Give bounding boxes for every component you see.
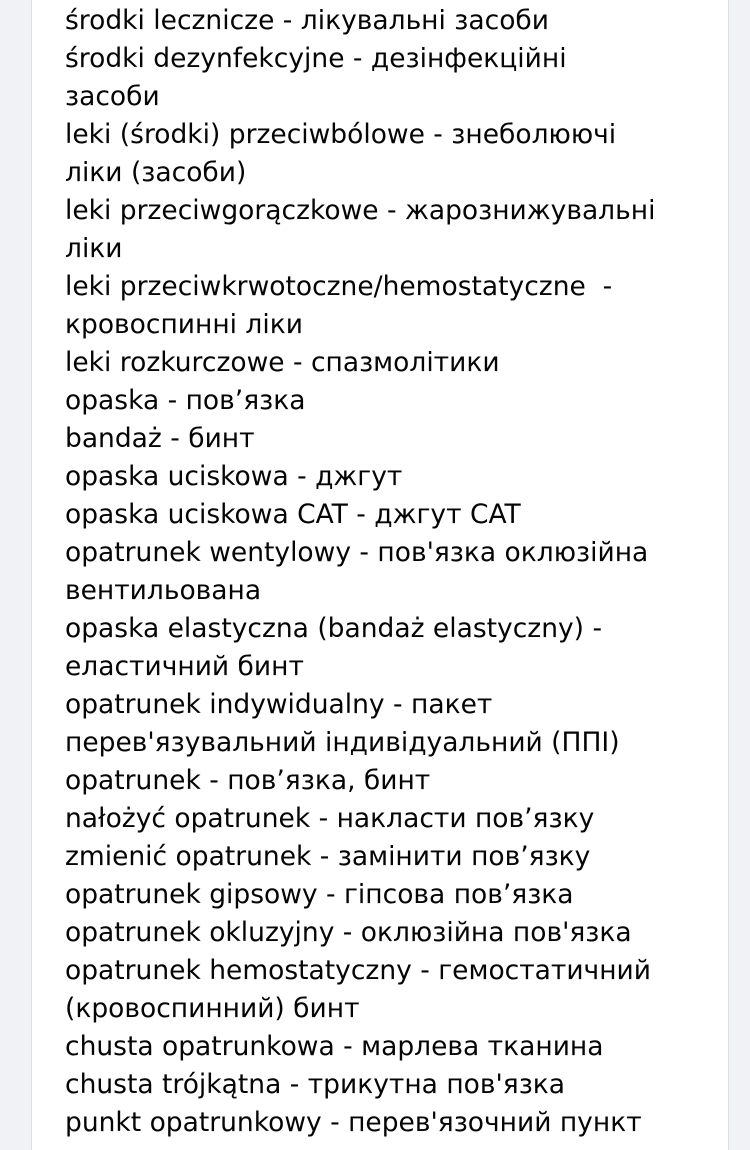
post-text	[65, 2, 705, 1142]
post-text-line: leki rozkurczowe - спазмолітики	[65, 347, 500, 378]
post-text-line: opatrunek wentylowy - пов'язка оклюзійна	[65, 537, 649, 568]
post-text-line: еластичний бинт	[65, 651, 304, 682]
post-text-line: opatrunek okluzyjny - оклюзійна пов'язка	[65, 917, 632, 948]
post-text-line: chusta opatrunkowa - марлева тканина	[65, 1031, 604, 1062]
post-text-line: кровоспинні ліки	[65, 309, 303, 340]
post-text-line: środki dezynfekcyjne - дезінфекційні	[65, 43, 567, 74]
post-text-line: opaska uciskowa - джгут	[65, 461, 403, 492]
post-text-line: środki lecznicze - лікувальні засоби	[65, 5, 549, 36]
post-text-line: opatrunek indywidualny - пакет	[65, 689, 493, 720]
post-text-line: punkt opatrunkowy - перев'язочний пункт	[65, 1107, 642, 1138]
post-text-line: opatrunek hemostatyczny - гемостатичний	[65, 955, 651, 986]
post-text-line: вентильована	[65, 575, 262, 606]
post-card	[31, 0, 729, 1150]
post-text-line: zmienić opatrunek - замінити пов’язку	[65, 841, 591, 872]
post-text-line: opatrunek - пов’язка, бинт	[65, 765, 431, 796]
post-text-line: перев'язувальний індивідуальний (ППІ)	[65, 727, 620, 758]
post-text-line: ліки (засоби)	[65, 157, 247, 188]
post-text-line: opaska elastyczna (bandaż elastyczny) -	[65, 613, 603, 644]
post-text-line: leki (środki) przeciwbólowe - знеболюючі	[65, 119, 617, 150]
post-text-line: bandaż - бинт	[65, 423, 255, 454]
post-text-line: leki przeciwkrwotoczne/hemostatyczne -	[65, 271, 613, 302]
post-text-line: chusta trójkątna - трикутна пов'язка	[65, 1069, 566, 1100]
post-text-line: ліки	[65, 233, 123, 264]
post-text-line: opaska - пов’язка	[65, 385, 306, 416]
post-text-line: nałożyć opatrunek - накласти пов’язку	[65, 803, 595, 834]
post-text-line: засоби	[65, 81, 160, 112]
post-text-line: leki przeciwgorączkowe - жарознижувальні	[65, 195, 656, 226]
post-text-line: opatrunek gipsowy - гіпсова пов’язка	[65, 879, 574, 910]
post-text-line: opaska uciskowa CAT - джгут CAT	[65, 499, 521, 530]
post-text-line: (кровоспинний) бинт	[65, 993, 360, 1024]
